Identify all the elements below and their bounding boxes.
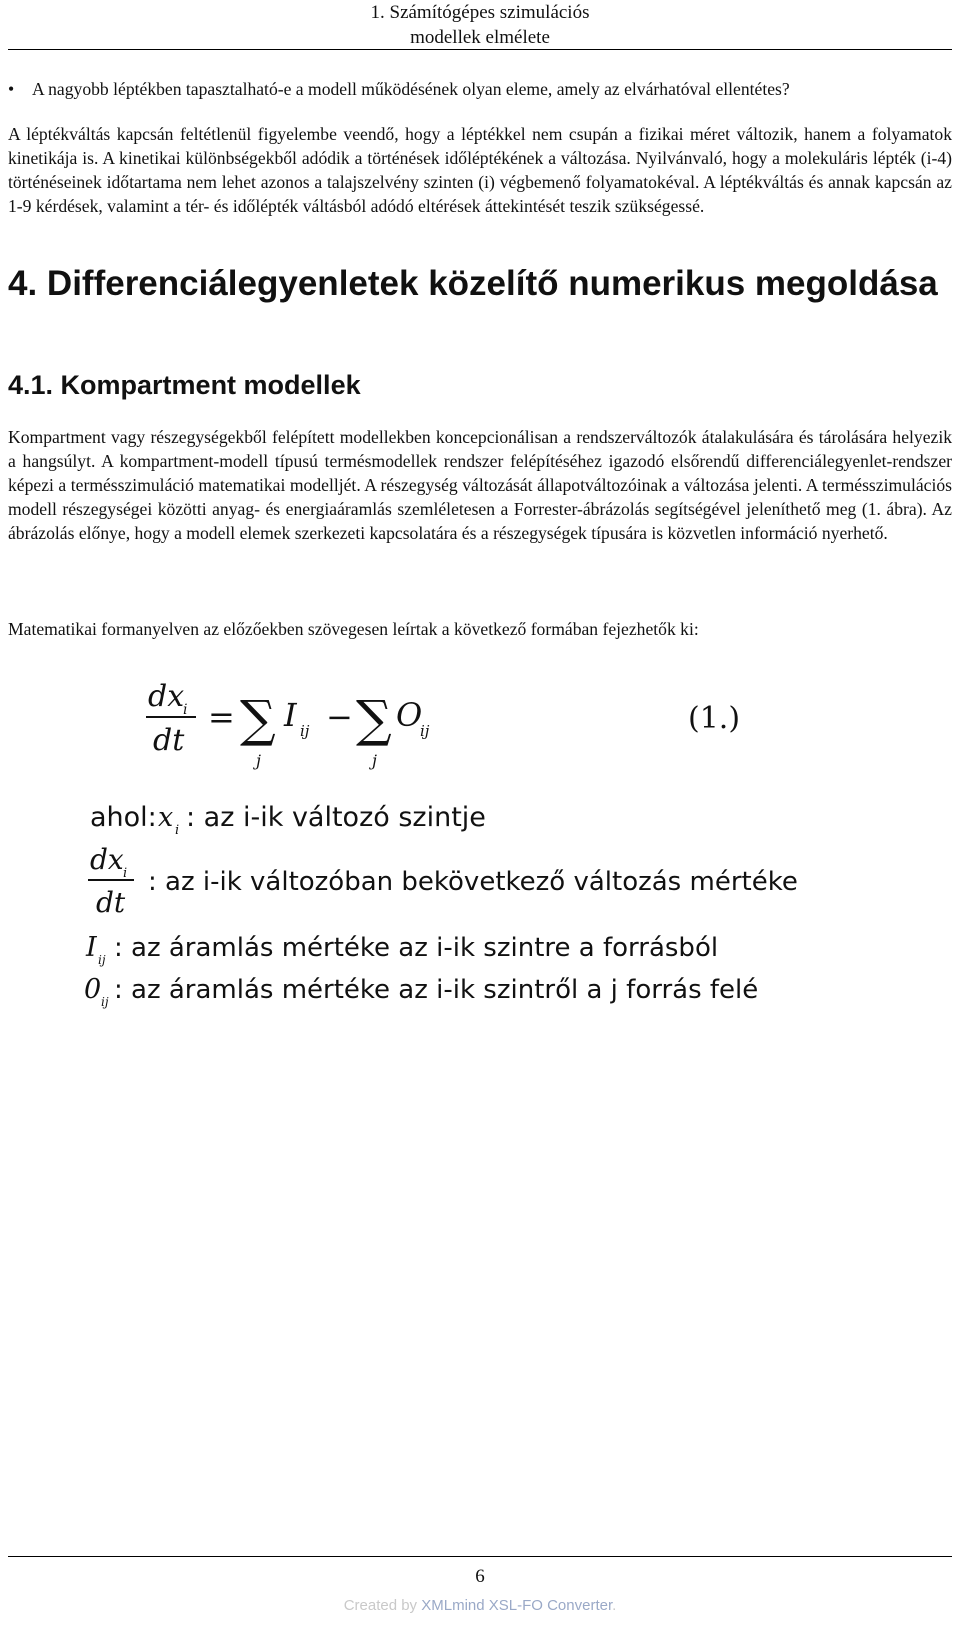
equation-legend (84, 802, 798, 1009)
eq-term-I-sub: ij (300, 722, 310, 740)
legend-d-numerator: dx (90, 843, 124, 876)
legend-ahol: ahol: (90, 802, 157, 833)
legend-x-sub: i (175, 823, 180, 838)
created-by-prefix: Created by (343, 1597, 422, 1614)
eq-lhs-denominator: dt (153, 723, 185, 758)
subsection-heading: 4.1. Kompartment modellek (8, 370, 361, 400)
bullet-item (8, 77, 952, 101)
legend-x-var: x (158, 802, 174, 833)
legend-I-var: I (86, 932, 97, 963)
footer-rule (8, 1556, 952, 1557)
eq-term-O: O (396, 696, 423, 734)
eq-sum-1-index: j (256, 751, 261, 770)
equation (146, 679, 740, 770)
bullet-text: A nagyobb léptékben tapasztalható-e a modell működésének olyan eleme, amely az elvárhatóval ellentétes? (32, 79, 790, 99)
legend-O-desc: : az áramlás mértéke az i-ik szintről a j forrás felé (114, 975, 759, 1005)
eq-sum-1: ∑ (240, 690, 276, 748)
eq-term-O-sub: ij (420, 722, 430, 740)
section-heading: 4. Differenciálegyenletek közelítő numerikus megoldása (8, 264, 938, 303)
paragraph-math-intro: Matematikai formanyelven az előzőekben szövegesen leírtak a következő formában fejezhetők ki: (8, 619, 699, 639)
paragraph-compartment: Kompartment vagy részegységekből felépített modellekben koncepcionálisan a rendszerváltozók átalakulására és tárolására helyezik a hangsúlyt. A kompartment-modell típusú termésmodellek rendszer felépítéséhez igazodó elsőrendű differenciálegyenlet-rendszer képezi a termésszimuláció matematikai modelljét. A részegység változását állapotváltozóinak a változása jelenti. A termésszimulációs modell részegységei közötti anyag- és energiaáramlás szemléletesen a Forrester-ábrázolás segítségével jeleníthető meg (1. ábra). Az ábrázolás előnye, hogy a modell elemek szerkezeti kapcsolatára és a részegységek típusára is közvetlen információ nyerhető. (8, 427, 952, 543)
legend-d-desc: : az i-ik változóban bekövetkező változás mértéke (148, 867, 798, 897)
header-line-1: 1. Számítógépes szimulációs (370, 2, 590, 23)
created-by-notice (8, 1597, 952, 1614)
legend-d-numerator-sub: i (123, 866, 128, 881)
legend-I-desc: : az áramlás mértéke az i-ik szintre a forrásból (114, 933, 719, 963)
eq-lhs-numerator-sub: i (183, 702, 188, 718)
equation-figure (68, 672, 908, 1072)
eq-lhs-numerator: dx (148, 679, 185, 714)
legend-O-var: 0 (84, 974, 102, 1005)
running-header (8, 0, 952, 50)
page-number: 6 (475, 1566, 485, 1587)
legend-I-sub: ij (98, 953, 106, 967)
legend-x-desc: : az i-ik változó szintje (186, 802, 486, 833)
eq-term-I: I (284, 696, 297, 734)
header-line-2: modellek elmélete (410, 27, 550, 48)
bullet-icon: • (8, 79, 15, 99)
created-by-suffix: . (612, 1597, 617, 1614)
legend-d-denominator: dt (96, 886, 126, 919)
eq-sum-2-index: j (372, 751, 377, 770)
eq-equals: = (208, 698, 235, 736)
legend-O-sub: ij (101, 995, 109, 1009)
converter-link[interactable]: XMLmind XSL-FO Converter (421, 1597, 613, 1614)
eq-number: (1.) (688, 701, 741, 736)
header-rule (8, 49, 952, 50)
eq-minus: − (326, 698, 353, 736)
paragraph-scale-change: A léptékváltás kapcsán feltétlenül figyelembe veendő, hogy a léptékkel nem csupán a fizikai méret változik, hanem a folyamatok kinetikája is. A kinetikai különbségekből adódik a történések időléptékének a változása. Nyilvánvaló, hogy a molekuláris lépték (i-4) történéseinek időtartama nem lehet azonos a talajszelvény szinten (i) végbemenő folyamatokéval. A léptékváltás és annak kapcsán az 1-9 kérdések, valamint a tér- és időlépték váltásból adódó eltérések áttekintését teszik szükségessé. (8, 124, 952, 216)
eq-sum-2: ∑ (356, 690, 392, 748)
document-page (8, 0, 952, 1625)
